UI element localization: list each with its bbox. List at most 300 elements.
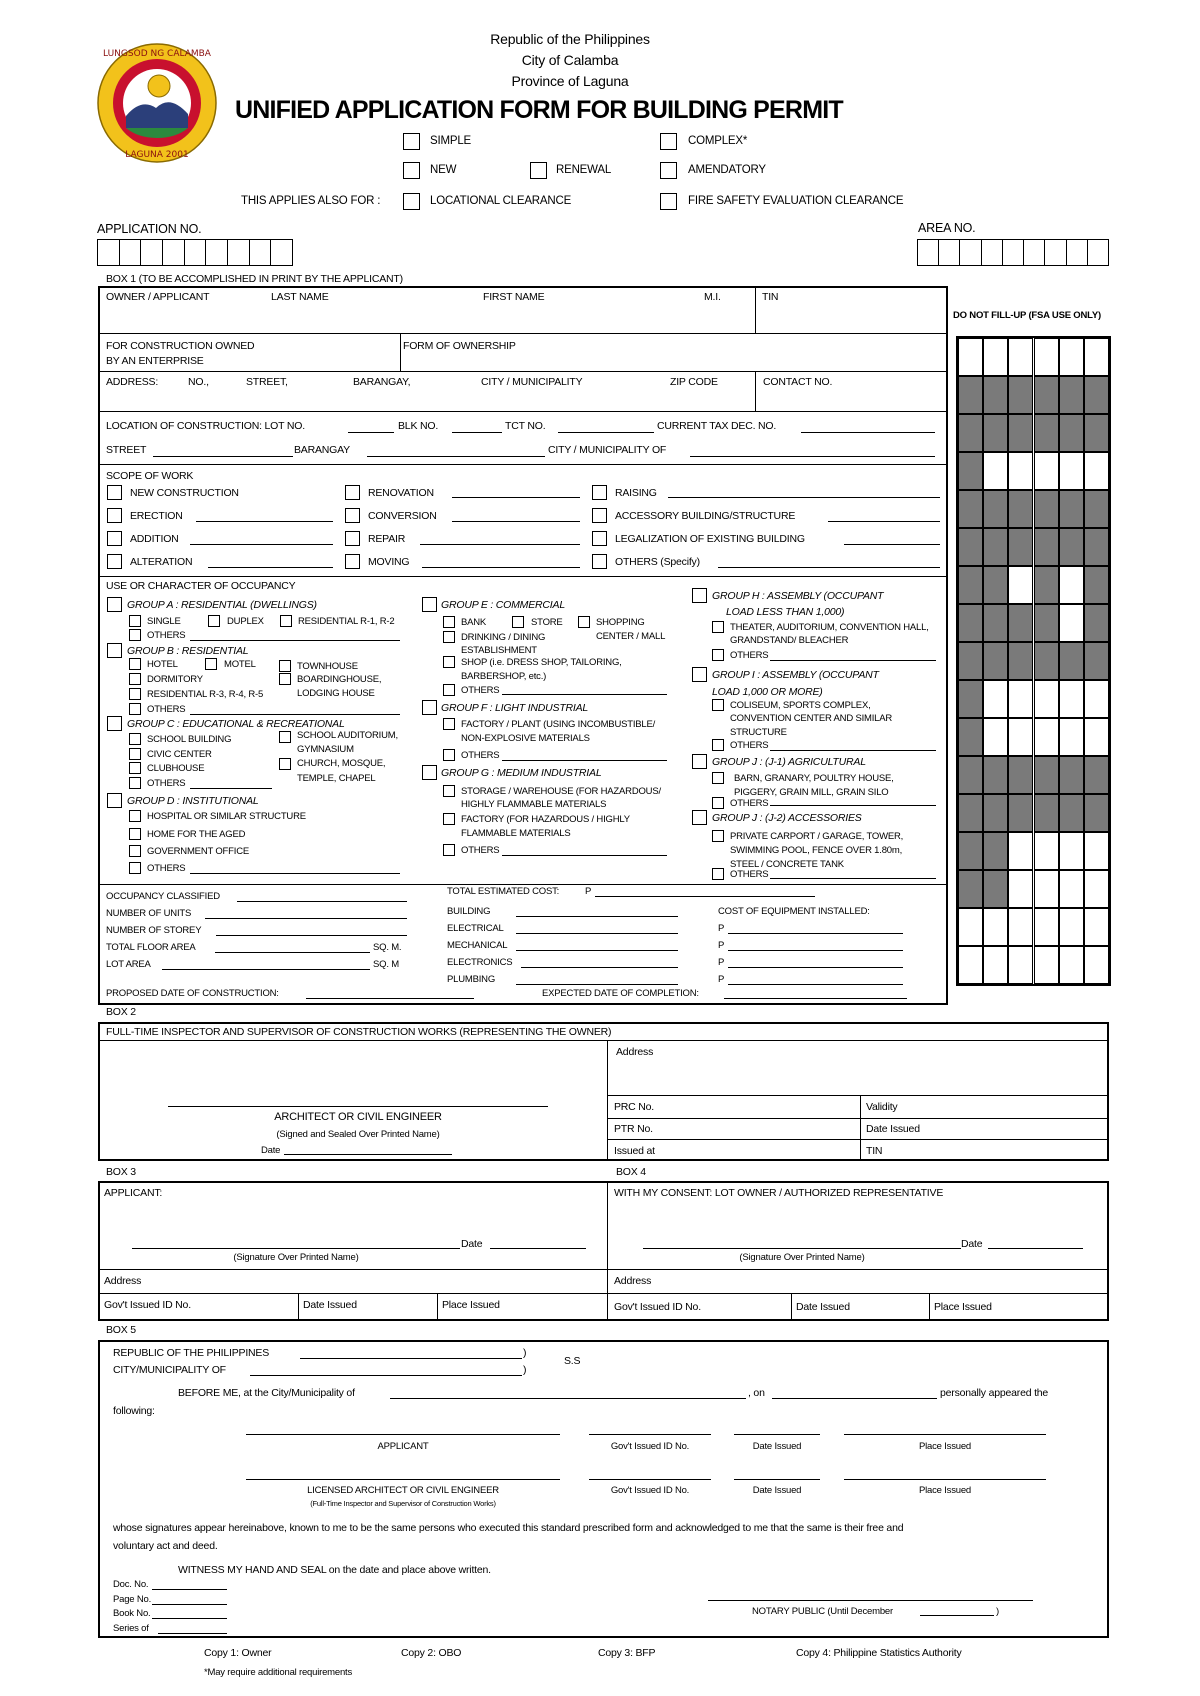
motel-label: MOTEL <box>224 659 256 670</box>
drinking-label: DRINKING / DINING <box>461 632 546 643</box>
on-label: , on <box>748 1387 765 1399</box>
address-street: STREET, <box>246 376 288 388</box>
fsa-cell <box>1084 376 1109 414</box>
box3-signature-label: (Signature Over Printed Name) <box>233 1252 359 1263</box>
repair-label: REPAIR <box>368 533 406 545</box>
simple-label: SIMPLE <box>430 135 471 147</box>
fsa-cell <box>983 718 1008 756</box>
dormitory-label: DORMITORY <box>147 674 203 685</box>
fsa-cell <box>1059 794 1084 832</box>
following-label: following: <box>113 1405 155 1417</box>
equip-peso-1: P <box>718 923 725 934</box>
fsa-cell <box>1008 794 1033 832</box>
hospital-checkbox[interactable] <box>129 810 141 822</box>
fsa-cell <box>958 642 983 680</box>
church-checkbox[interactable] <box>279 758 291 770</box>
fsa-cell <box>1034 946 1059 984</box>
temple-label: TEMPLE, CHAPEL <box>297 773 376 784</box>
complex-checkbox[interactable] <box>660 133 677 150</box>
licensed-label: LICENSED ARCHITECT OR CIVIL ENGINEER <box>307 1485 499 1496</box>
others-scope-checkbox[interactable] <box>592 554 607 569</box>
enterprise-label-2: BY AN ENTERPRISE <box>106 355 204 367</box>
lot-area-label: LOT AREA <box>106 959 151 970</box>
home-aged-label: HOME FOR THE AGED <box>147 829 246 840</box>
group-i-checkbox[interactable] <box>692 667 707 682</box>
loc-blk-label: BLK NO. <box>398 420 439 432</box>
fsa-cell <box>958 490 983 528</box>
convention-label: CONVENTION CENTER AND SIMILAR <box>730 713 893 724</box>
sqm-1: SQ. M. <box>373 942 402 953</box>
fsa-cell <box>1034 604 1059 642</box>
box2-date-issued-label: Date Issued <box>866 1123 920 1135</box>
expected-date-label: EXPECTED DATE OF COMPLETION: <box>542 988 699 999</box>
architect-label: ARCHITECT OR CIVIL ENGINEER <box>274 1111 442 1123</box>
duplex-checkbox[interactable] <box>208 615 220 627</box>
piggery-label: PIGGERY, GRAIN MILL, GRAIN SILO <box>734 787 889 798</box>
fsa-cell <box>1008 756 1033 794</box>
fsa-cell <box>1034 452 1059 490</box>
header-city: City of Calamba <box>521 52 619 68</box>
num-storey-label: NUMBER OF STOREY <box>106 925 202 936</box>
conversion-checkbox[interactable] <box>345 508 360 523</box>
locational-checkbox[interactable] <box>403 193 420 210</box>
fsa-cell <box>1034 642 1059 680</box>
fsa-cell <box>1034 718 1059 756</box>
church-label: CHURCH, MOSQUE, <box>297 758 386 769</box>
fsa-cell <box>958 680 983 718</box>
addition-checkbox[interactable] <box>107 531 122 546</box>
personally-label: personally appeared the <box>940 1387 1049 1399</box>
prc-label: PRC No. <box>614 1101 655 1113</box>
fsa-cell <box>958 414 983 452</box>
group-i-others-checkbox[interactable] <box>712 739 724 751</box>
bank-checkbox[interactable] <box>443 616 455 628</box>
renovation-checkbox[interactable] <box>345 485 360 500</box>
civic-center-checkbox[interactable] <box>129 748 141 760</box>
establishment-label: ESTABLISHMENT <box>461 645 537 656</box>
equip-peso-4: P <box>718 974 725 985</box>
before-me-label: BEFORE ME, at the City/Municipality of <box>178 1387 355 1399</box>
group-a-others-checkbox[interactable] <box>129 629 141 641</box>
gov-office-checkbox[interactable] <box>129 845 141 857</box>
group-b-label: GROUP B : RESIDENTIAL <box>127 645 249 657</box>
applies-also-label: THIS APPLIES ALSO FOR : <box>241 195 381 207</box>
coliseum-checkbox[interactable] <box>712 699 724 711</box>
new-construction-label: NEW CONSTRUCTION <box>130 487 239 499</box>
amendatory-label: AMENDATORY <box>688 164 766 176</box>
first-name-label: FIRST NAME <box>483 291 545 303</box>
group-a-label: GROUP A : RESIDENTIAL (DWELLINGS) <box>127 599 317 611</box>
pool-label: SWIMMING POOL, FENCE OVER 1.80m, <box>730 845 903 856</box>
floor-area-label: TOTAL FLOOR AREA <box>106 942 196 953</box>
fsa-cell <box>1084 414 1109 452</box>
fsa-cell <box>958 338 983 376</box>
fsa-cell <box>983 566 1008 604</box>
fsa-cell <box>1034 832 1059 870</box>
tin-label: TIN <box>762 291 779 303</box>
group-f-label: GROUP F : LIGHT INDUSTRIAL <box>441 702 589 714</box>
school-auditorium-checkbox[interactable] <box>279 731 291 743</box>
alteration-checkbox[interactable] <box>107 554 122 569</box>
city-muni-label: CITY/MUNICIPALITY OF <box>113 1364 226 1376</box>
fsa-grid <box>956 336 1111 986</box>
box4-date-label: Date <box>961 1238 983 1250</box>
gov-office-label: GOVERNMENT OFFICE <box>147 846 249 857</box>
fsa-cell <box>983 870 1008 908</box>
group-d-others-checkbox[interactable] <box>129 862 141 874</box>
conversion-label: CONVERSION <box>368 510 437 522</box>
motel-checkbox[interactable] <box>205 658 217 670</box>
fsa-cell <box>1059 642 1084 680</box>
civic-center-label: CIVIC CENTER <box>147 749 212 760</box>
barn-checkbox[interactable] <box>712 772 724 784</box>
group-h-checkbox[interactable] <box>692 588 707 603</box>
address-zip: ZIP CODE <box>670 376 718 388</box>
occ-classified-label: OCCUPANCY CLASSIFIED <box>106 891 220 902</box>
loc-tct-label: TCT NO. <box>505 420 546 432</box>
shopping-checkbox[interactable] <box>578 616 590 628</box>
fsa-cell <box>1008 718 1033 756</box>
group-c-checkbox[interactable] <box>107 716 122 731</box>
date-issued-2-label: Date Issued <box>752 1485 802 1496</box>
fsa-cell <box>983 794 1008 832</box>
simple-checkbox[interactable] <box>403 133 420 150</box>
carport-label: PRIVATE CARPORT / GARAGE, TOWER, <box>730 831 904 842</box>
header-republic: Republic of the Philippines <box>490 31 650 47</box>
group-f-checkbox[interactable] <box>422 700 437 715</box>
new-checkbox[interactable] <box>403 162 420 179</box>
townhouse-checkbox[interactable] <box>279 660 291 672</box>
fsa-cell <box>1008 528 1033 566</box>
locational-label: LOCATIONAL CLEARANCE <box>430 195 572 207</box>
accessory-checkbox[interactable] <box>592 508 607 523</box>
fsa-cell <box>1059 908 1084 946</box>
box4-date-issued-label: Date Issued <box>796 1301 850 1313</box>
use-label: USE OR CHARACTER OF OCCUPANCY <box>106 580 296 592</box>
address-city: CITY / MUNICIPALITY <box>481 376 583 388</box>
box4-place-issued-label: Place Issued <box>934 1301 992 1313</box>
school-auditorium-label: SCHOOL AUDITORIUM, <box>297 730 398 741</box>
fsa-cell <box>1059 604 1084 642</box>
box4-signature-label: (Signature Over Printed Name) <box>739 1252 865 1263</box>
group-j1-others-label: OTHERS <box>730 798 769 809</box>
group-g-checkbox[interactable] <box>422 765 437 780</box>
box5-label: BOX 5 <box>106 1324 136 1336</box>
fsa-cell <box>983 756 1008 794</box>
application-no-label: APPLICATION NO. <box>97 222 202 236</box>
fsa-cell <box>1084 870 1109 908</box>
electrical-cost-label: ELECTRICAL <box>447 923 504 934</box>
fsa-cell <box>1084 642 1109 680</box>
fsa-cell <box>1059 528 1084 566</box>
single-checkbox[interactable] <box>129 615 141 627</box>
consent-label: WITH MY CONSENT: LOT OWNER / AUTHORIZED REPRESENTATIVE <box>614 1187 944 1199</box>
area-no-boxes[interactable] <box>917 239 1109 266</box>
fsa-cell <box>1008 946 1033 984</box>
residential-r1-label: RESIDENTIAL R-1, R-2 <box>298 616 395 627</box>
raising-label: RAISING <box>615 487 657 499</box>
fsa-cell <box>1084 452 1109 490</box>
fsa-cell <box>1084 908 1109 946</box>
group-b-others-checkbox[interactable] <box>129 703 141 715</box>
gymnasium-label: GYMNASIUM <box>297 744 354 755</box>
box3-address-label: Address <box>104 1275 142 1287</box>
group-d-checkbox[interactable] <box>107 793 122 808</box>
home-aged-checkbox[interactable] <box>129 828 141 840</box>
loc-street-label: STREET <box>106 444 147 456</box>
hotel-checkbox[interactable] <box>129 658 141 670</box>
box2 <box>98 1022 1109 1161</box>
box3-label: BOX 3 <box>106 1166 136 1178</box>
grandstand-label: GRANDSTAND/ BLEACHER <box>730 635 849 646</box>
group-i-label: GROUP I : ASSEMBLY (OCCUPANT <box>712 669 879 681</box>
storage-label: STORAGE / WAREHOUSE (FOR HAZARDOUS/ <box>461 786 661 797</box>
owner-label: OWNER / APPLICANT <box>106 291 210 303</box>
scope-label: SCOPE OF WORK <box>106 470 194 482</box>
applicant-sig-label: APPLICANT <box>377 1441 429 1452</box>
fsa-cell <box>1059 870 1084 908</box>
clubhouse-label: CLUBHOUSE <box>147 763 205 774</box>
residential-r3-checkbox[interactable] <box>129 688 141 700</box>
application-no-boxes[interactable] <box>97 239 293 266</box>
group-b-others-label: OTHERS <box>147 704 186 715</box>
box2-label: BOX 2 <box>106 1006 136 1018</box>
sqm-2: SQ. M <box>373 959 399 970</box>
raising-checkbox[interactable] <box>592 485 607 500</box>
hotel-label: HOTEL <box>147 659 178 670</box>
footer-note: *May require additional requirements <box>204 1667 353 1678</box>
loc-tax-label: CURRENT TAX DEC. NO. <box>657 420 777 432</box>
issued-at-label: Issued at <box>614 1145 655 1157</box>
legalization-checkbox[interactable] <box>592 531 607 546</box>
govt-id-1-label: Gov't Issued ID No. <box>610 1441 690 1452</box>
equip-peso-2: P <box>718 940 725 951</box>
fsa-cell <box>1034 908 1059 946</box>
box4-govt-id-label: Gov't Issued ID No. <box>614 1301 701 1313</box>
shop-checkbox[interactable] <box>443 656 455 668</box>
shopping-label: SHOPPING <box>596 617 645 628</box>
page-no-label: Page No. <box>113 1594 152 1605</box>
loc-lot-label: LOCATION OF CONSTRUCTION: LOT NO. <box>106 420 305 432</box>
townhouse-label: TOWNHOUSE <box>297 661 358 672</box>
fsa-cell <box>1008 642 1033 680</box>
group-j2-others-checkbox[interactable] <box>712 868 724 880</box>
box1-label: BOX 1 (TO BE ACCOMPLISHED IN PRINT BY THE APPLICANT) <box>106 273 403 285</box>
notary-label: NOTARY PUBLIC (Until December <box>752 1606 893 1617</box>
store-checkbox[interactable] <box>512 616 524 628</box>
copy-3: Copy 3: BFP <box>598 1647 656 1659</box>
box3-date-label: Date <box>461 1238 483 1250</box>
renewal-label: RENEWAL <box>556 164 612 176</box>
govt-id-2-label: Gov't Issued ID No. <box>610 1485 690 1496</box>
fsa-cell <box>1008 870 1033 908</box>
clubhouse-checkbox[interactable] <box>129 762 141 774</box>
accessory-label: ACCESSORY BUILDING/STRUCTURE <box>615 510 796 522</box>
notary-close: ) <box>996 1606 999 1617</box>
loc-barangay-label: BARANGAY <box>294 444 350 456</box>
fsa-cell <box>958 946 983 984</box>
dormitory-checkbox[interactable] <box>129 673 141 685</box>
electronics-cost-label: ELECTRONICS <box>447 957 513 968</box>
group-d-others-label: OTHERS <box>147 863 186 874</box>
address-no: NO., <box>188 376 209 388</box>
fsa-cell <box>1008 832 1033 870</box>
fire-safety-label: FIRE SAFETY EVALUATION CLEARANCE <box>688 195 904 207</box>
fsa-cell <box>958 718 983 756</box>
fsa-cell <box>958 794 983 832</box>
box3-govt-id-label: Gov't Issued ID No. <box>104 1299 191 1311</box>
group-h-label: GROUP H : ASSEMBLY (OCCUPANT <box>712 590 884 602</box>
fsa-cell <box>1034 794 1059 832</box>
group-e-checkbox[interactable] <box>422 597 437 612</box>
alteration-label: ALTERATION <box>130 556 193 568</box>
new-construction-checkbox[interactable] <box>107 485 122 500</box>
shop-label: SHOP (i.e. DRESS SHOP, TAILORING, <box>461 657 622 668</box>
group-g-others-checkbox[interactable] <box>443 844 455 856</box>
fsa-cell <box>1034 756 1059 794</box>
group-j1-others-checkbox[interactable] <box>712 797 724 809</box>
factory-hazardous-label: FACTORY (FOR HAZARDOUS / HIGHLY <box>461 814 630 825</box>
copy-1: Copy 1: Owner <box>204 1647 272 1659</box>
whose-line-1: whose signatures appear hereinabove, known to me to be the same persons who executed this standard prescribed form and acknowledged to me that the same is their free and <box>113 1522 904 1534</box>
amendatory-checkbox[interactable] <box>660 162 677 179</box>
group-i-others-label: OTHERS <box>730 740 769 751</box>
residential-r1-checkbox[interactable] <box>280 615 292 627</box>
group-f-others-checkbox[interactable] <box>443 749 455 761</box>
repair-checkbox[interactable] <box>345 531 360 546</box>
group-h-others-checkbox[interactable] <box>712 649 724 661</box>
fsa-cell <box>1008 376 1033 414</box>
fsa-cell <box>1059 566 1084 604</box>
fsa-cell <box>1059 338 1084 376</box>
proposed-date-label: PROPOSED DATE OF CONSTRUCTION: <box>106 988 279 999</box>
group-j1-label: GROUP J : (J-1) AGRICULTURAL <box>712 756 866 768</box>
group-j2-checkbox[interactable] <box>692 810 707 825</box>
fsa-cell <box>1034 870 1059 908</box>
fsa-cell <box>958 756 983 794</box>
box2-tin-label: TIN <box>866 1145 883 1157</box>
fsa-cell <box>983 414 1008 452</box>
fsa-cell <box>1008 452 1033 490</box>
enterprise-label-1: FOR CONSTRUCTION OWNED <box>106 340 255 352</box>
form-title: UNIFIED APPLICATION FORM FOR BUILDING PERMIT <box>235 96 843 124</box>
factory-hazardous-checkbox[interactable] <box>443 813 455 825</box>
boarding-checkbox[interactable] <box>279 673 291 685</box>
do-not-fill-label: DO NOT FILL-UP (FSA USE ONLY) <box>953 310 1101 321</box>
fsa-cell <box>1084 490 1109 528</box>
signed-label: (Signed and Sealed Over Printed Name) <box>276 1129 440 1140</box>
group-d-label: GROUP D : INSTITUTIONAL <box>127 795 259 807</box>
group-j2-others-label: OTHERS <box>730 869 769 880</box>
fsa-cell <box>958 566 983 604</box>
fsa-cell <box>1034 490 1059 528</box>
renewal-checkbox[interactable] <box>530 162 547 179</box>
group-c-others-checkbox[interactable] <box>129 777 141 789</box>
group-b-checkbox[interactable] <box>107 643 122 658</box>
fsa-cell <box>1084 794 1109 832</box>
fsa-cell <box>1059 756 1084 794</box>
ss-label: S.S <box>564 1355 581 1367</box>
fsa-cell <box>983 376 1008 414</box>
group-g-label: GROUP G : MEDIUM INDUSTRIAL <box>441 767 602 779</box>
school-building-checkbox[interactable] <box>129 733 141 745</box>
fsa-cell <box>1059 452 1084 490</box>
box2-title: FULL-TIME INSPECTOR AND SUPERVISOR OF CONSTRUCTION WORKS (REPRESENTING THE OWNER) <box>106 1026 612 1038</box>
carport-checkbox[interactable] <box>712 830 724 842</box>
group-g-others-label: OTHERS <box>461 845 500 856</box>
fsa-cell <box>1084 338 1109 376</box>
group-j1-checkbox[interactable] <box>692 754 707 769</box>
fire-safety-checkbox[interactable] <box>660 193 677 210</box>
group-f-others-label: OTHERS <box>461 750 500 761</box>
fsa-cell <box>983 604 1008 642</box>
group-a-checkbox[interactable] <box>107 597 122 612</box>
fsa-cell <box>1084 528 1109 566</box>
equip-peso-3: P <box>718 957 725 968</box>
coliseum-label: COLISEUM, SPORTS COMPLEX, <box>730 700 871 711</box>
factory-plant-checkbox[interactable] <box>443 718 455 730</box>
fsa-cell <box>1008 490 1033 528</box>
svg-text:LUNGSOD NG CALAMBA: LUNGSOD NG CALAMBA <box>103 49 211 59</box>
erection-checkbox[interactable] <box>107 508 122 523</box>
total-cost-label: TOTAL ESTIMATED COST: <box>447 886 560 897</box>
fsa-cell <box>983 832 1008 870</box>
book-no-label: Book No. <box>113 1608 151 1619</box>
fsa-cell <box>1084 946 1109 984</box>
storage-checkbox[interactable] <box>443 785 455 797</box>
factory-plant-label: FACTORY / PLANT (USING INCOMBUSTIBLE/ <box>461 719 656 730</box>
fsa-cell <box>958 452 983 490</box>
whose-line-2: voluntary act and deed. <box>113 1540 218 1552</box>
group-h-others-label: OTHERS <box>730 650 769 661</box>
box2-address-label: Address <box>616 1046 654 1058</box>
drinking-checkbox[interactable] <box>443 631 455 643</box>
fsa-cell <box>1008 338 1033 376</box>
applicant-label: APPLICANT: <box>104 1187 163 1199</box>
loc-city-label: CITY / MUNICIPALITY OF <box>548 444 667 456</box>
form-ownership-label: FORM OF OWNERSHIP <box>403 340 516 352</box>
paren-1: ) <box>523 1347 527 1359</box>
fsa-cell <box>1008 908 1033 946</box>
moving-checkbox[interactable] <box>345 554 360 569</box>
theater-checkbox[interactable] <box>712 621 724 633</box>
fsa-cell <box>1034 338 1059 376</box>
fsa-cell <box>958 832 983 870</box>
fsa-cell <box>958 908 983 946</box>
erection-label: ERECTION <box>130 510 183 522</box>
svg-text:LAGUNA 2001: LAGUNA 2001 <box>125 150 189 160</box>
fsa-cell <box>983 490 1008 528</box>
hospital-label: HOSPITAL OR SIMILAR STRUCTURE <box>147 811 306 822</box>
fsa-cell <box>983 946 1008 984</box>
paren-2: ) <box>523 1364 527 1376</box>
group-e-others-checkbox[interactable] <box>443 684 455 696</box>
group-c-others-label: OTHERS <box>147 778 186 789</box>
series-label: Series of <box>113 1623 149 1634</box>
date-issued-1-label: Date Issued <box>752 1441 802 1452</box>
last-name-label: LAST NAME <box>271 291 329 303</box>
group-e-label: GROUP E : COMMERCIAL <box>441 599 565 611</box>
building-cost-label: BUILDING <box>447 906 491 917</box>
flammable-label: FLAMMABLE MATERIALS <box>461 828 571 839</box>
store-label: STORE <box>531 617 563 628</box>
fsa-cell <box>1084 566 1109 604</box>
renovation-label: RENOVATION <box>368 487 434 499</box>
contact-label: CONTACT NO. <box>763 376 833 388</box>
fsa-cell <box>1034 414 1059 452</box>
validity-label: Validity <box>866 1101 898 1113</box>
fsa-cell <box>1059 490 1084 528</box>
